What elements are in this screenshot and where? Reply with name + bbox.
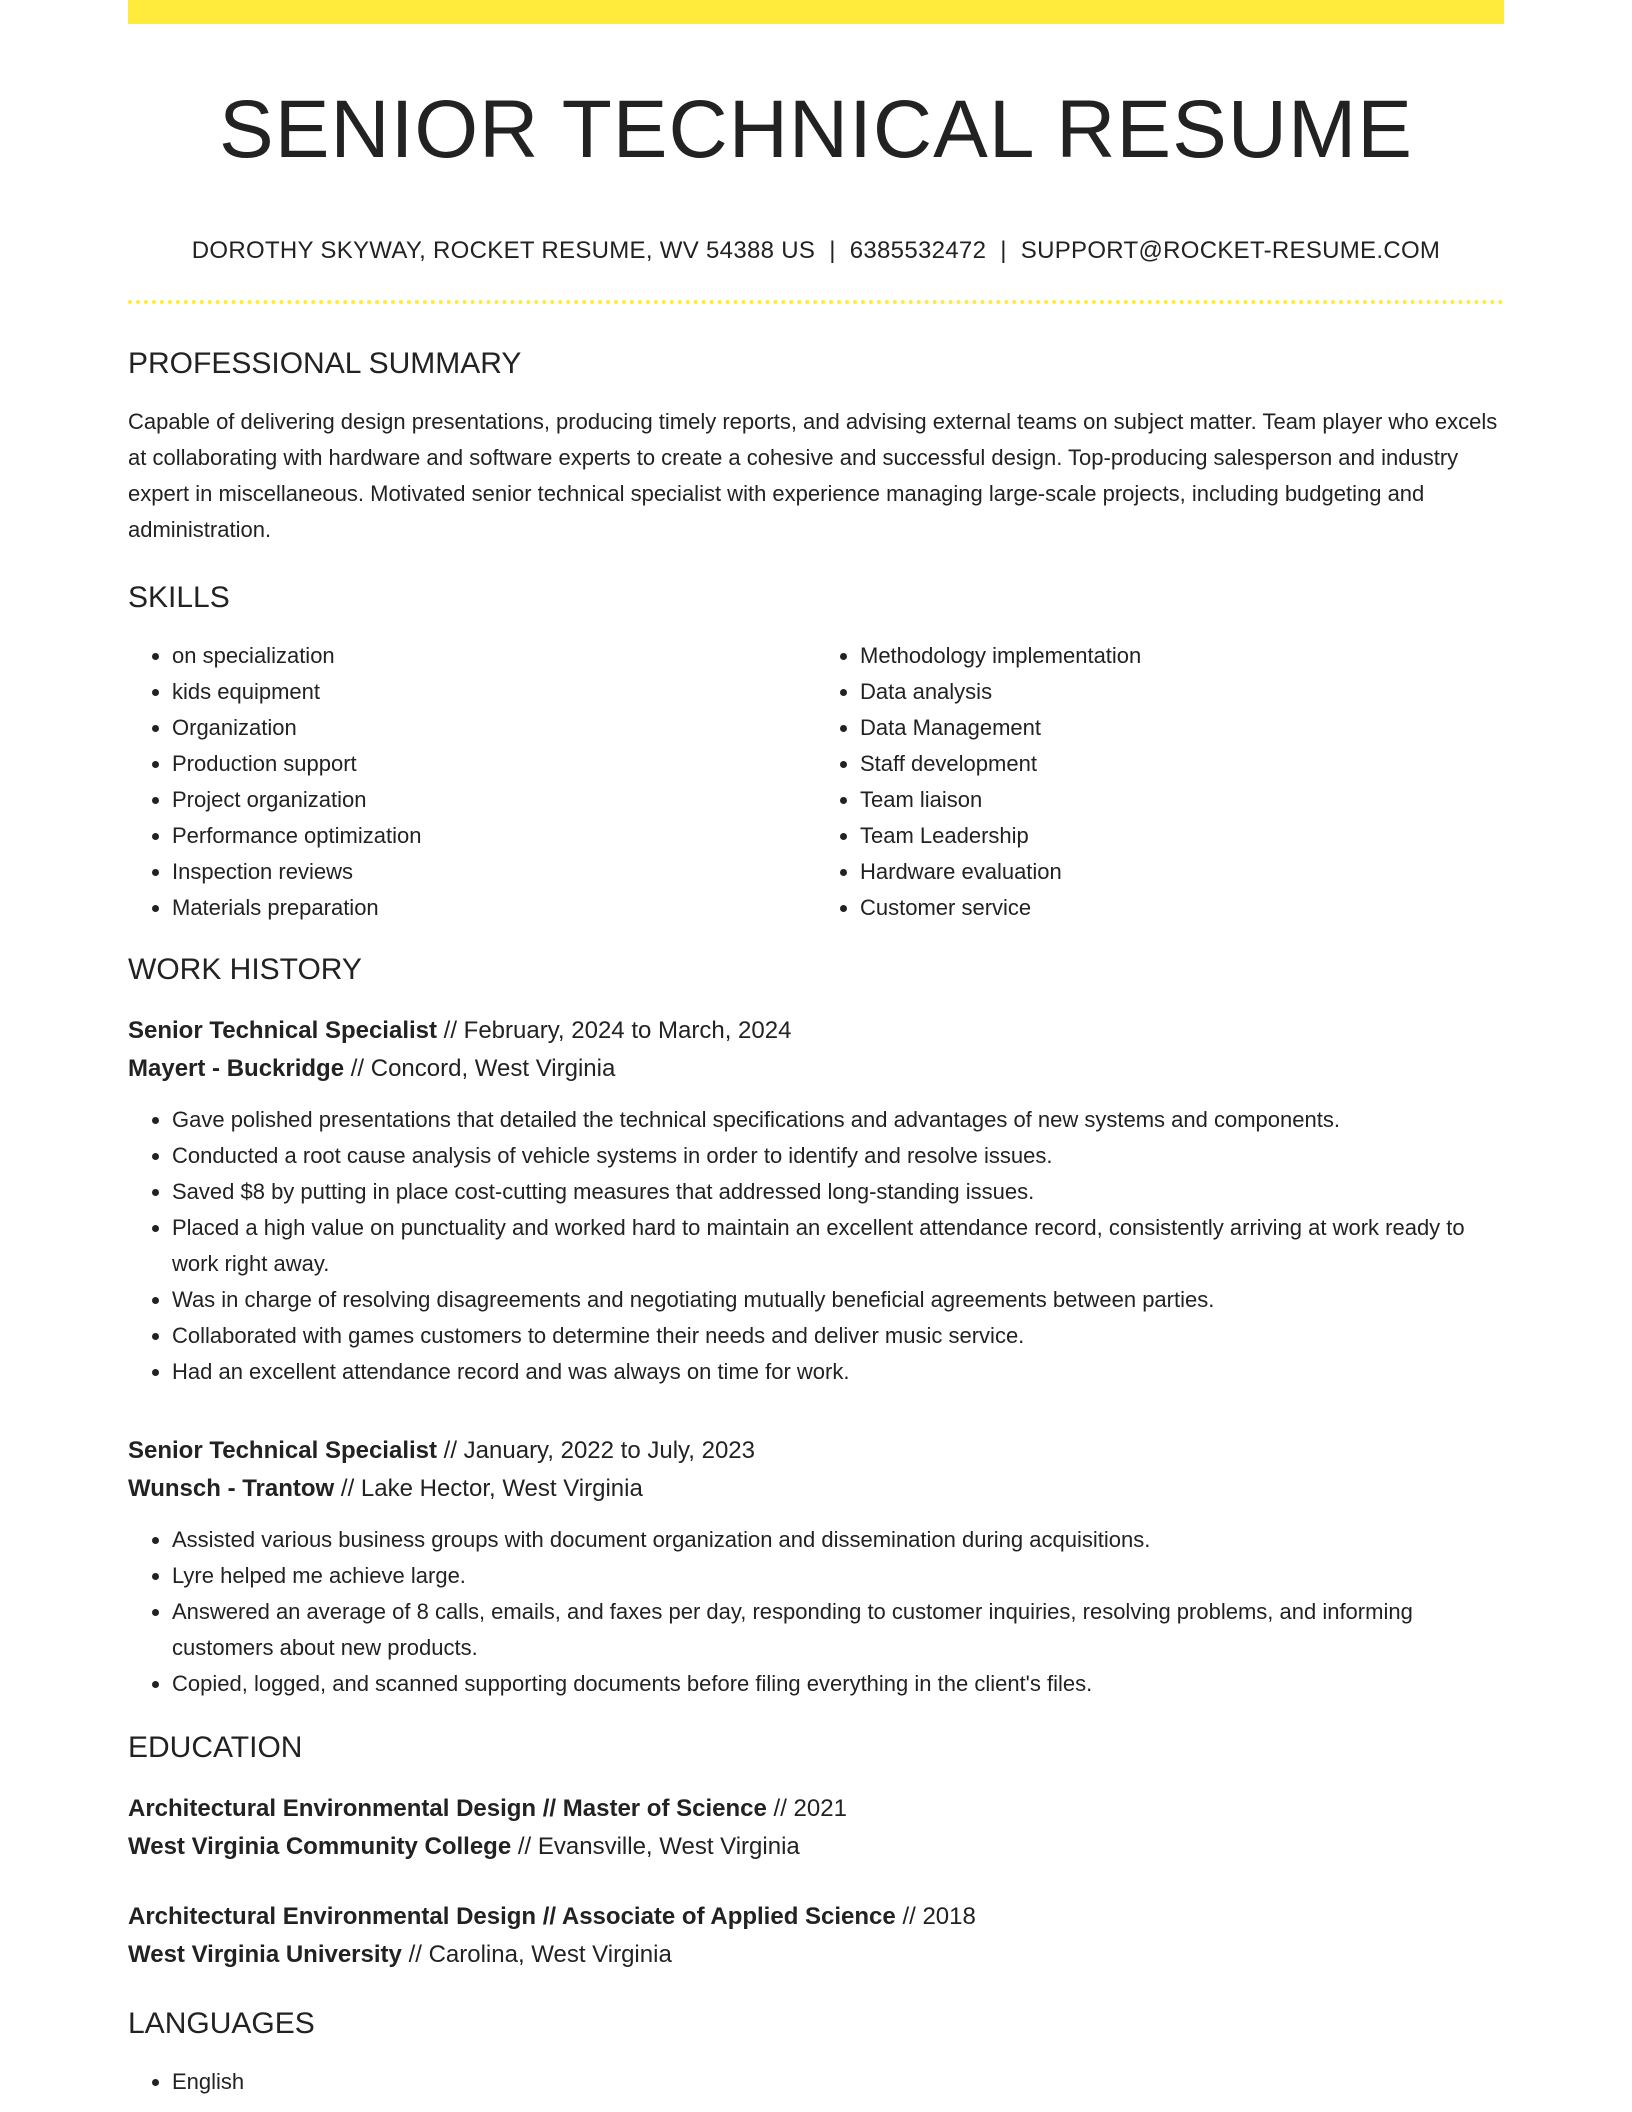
- job-dates: // February, 2024 to March, 2024: [443, 1017, 792, 1044]
- skill-item: • Team liaison: [860, 782, 1504, 818]
- job-bullet: • Answered an average of 8 calls, emails, and faxes per day, responding to customer inquiries, resolving problems, and informing customers about new products.: [172, 1594, 1504, 1666]
- skill-item: • Organization: [172, 710, 816, 746]
- job-bullet: • Assisted various business groups with document organization and dissemination during acquisitions.: [172, 1522, 1504, 1558]
- job-bullet: • Placed a high value on punctuality and worked hard to maintain an excellent attendance record, consistently arriving at work ready to work right away.: [172, 1210, 1504, 1282]
- contact-separator: |: [1000, 237, 1007, 264]
- language-item: • English: [172, 2064, 1504, 2100]
- education-school: West Virginia Community College: [128, 1833, 512, 1860]
- skill-item: • Data Management: [860, 710, 1504, 746]
- job-location: // Concord, West Virginia: [350, 1055, 616, 1082]
- skills-column-right: [816, 638, 1504, 926]
- education-year: // 2018: [902, 1903, 976, 1930]
- languages-list: [128, 2064, 1504, 2100]
- job-entry: [128, 1012, 1504, 1390]
- job-location: // Lake Hector, West Virginia: [340, 1475, 643, 1502]
- job-bullet: • Copied, logged, and scanned supporting documents before filing everything in the client's files.: [172, 1666, 1504, 1702]
- skill-item: • Materials preparation: [172, 890, 816, 926]
- job-bullets: [128, 1102, 1504, 1390]
- job-entry: [128, 1432, 1504, 1702]
- skill-item: • Customer service: [860, 890, 1504, 926]
- skill-item: • on specialization: [172, 638, 816, 674]
- job-title: Senior Technical Specialist: [128, 1017, 437, 1044]
- skill-item: • Inspection reviews: [172, 854, 816, 890]
- job-company-line: [128, 1470, 1504, 1508]
- job-title: Senior Technical Specialist: [128, 1437, 437, 1464]
- job-bullets: [128, 1522, 1504, 1702]
- job-bullet: • Saved $8 by putting in place cost-cutting measures that addressed long-standing issues.: [172, 1174, 1504, 1210]
- job-bullet: • Conducted a root cause analysis of vehicle systems in order to identify and resolve issues.: [172, 1138, 1504, 1174]
- education-location: // Carolina, West Virginia: [408, 1941, 672, 1968]
- job-bullet: • Had an excellent attendance record and was always on time for work.: [172, 1354, 1504, 1390]
- languages-heading: LANGUAGES: [128, 2007, 315, 2040]
- skill-item: • Data analysis: [860, 674, 1504, 710]
- education-degree-line: [128, 1790, 1504, 1828]
- summary-text: Capable of delivering design presentations, producing timely reports, and advising external teams on subject matter. Team player who excels at collaborating with hardware and software experts to create a cohesive and successful design. Top-producing salesperson and industry expert in miscellaneous. Motivated senior technical specialist with experience managing large-scale projects, including budgeting and administration.: [128, 409, 1498, 542]
- resume-page: [128, 0, 1504, 2100]
- job-company: Wunsch - Trantow: [128, 1475, 335, 1502]
- contact-address: DOROTHY SKYWAY, ROCKET RESUME, WV 54388 US: [191, 237, 816, 264]
- education-heading: EDUCATION: [128, 1731, 303, 1764]
- skill-item: • Performance optimization: [172, 818, 816, 854]
- education-degree: Architectural Environmental Design // Master of Science: [128, 1795, 767, 1822]
- contact-email: SUPPORT@ROCKET-RESUME.COM: [1020, 237, 1441, 264]
- job-dates: // January, 2022 to July, 2023: [443, 1437, 755, 1464]
- work-history-heading: WORK HISTORY: [128, 953, 362, 986]
- education-school-line: [128, 1828, 1504, 1866]
- skill-item: • Production support: [172, 746, 816, 782]
- education-year: // 2021: [773, 1795, 847, 1822]
- education-school: West Virginia University: [128, 1941, 402, 1968]
- education-degree: Architectural Environmental Design // Associate of Applied Science: [128, 1903, 896, 1930]
- skill-item: • Team Leadership: [860, 818, 1504, 854]
- job-title-line: [128, 1012, 1504, 1050]
- summary-heading: PROFESSIONAL SUMMARY: [128, 347, 522, 380]
- top-accent-bar: [128, 0, 1504, 24]
- contact-separator: |: [829, 237, 836, 264]
- skills-column-left: [128, 638, 816, 926]
- job-bullet: • Lyre helped me achieve large.: [172, 1558, 1504, 1594]
- skill-item: • Project organization: [172, 782, 816, 818]
- dotted-divider: [128, 300, 1504, 304]
- job-bullet: • Gave polished presentations that detailed the technical specifications and advantages of new systems and components.: [172, 1102, 1504, 1138]
- skill-item: • Hardware evaluation: [860, 854, 1504, 890]
- job-bullet: • Collaborated with games customers to determine their needs and deliver music service.: [172, 1318, 1504, 1354]
- skill-item: • Staff development: [860, 746, 1504, 782]
- job-bullet: • Was in charge of resolving disagreements and negotiating mutually beneficial agreements between parties.: [172, 1282, 1504, 1318]
- education-school-line: [128, 1936, 1504, 1974]
- skill-item: • Methodology implementation: [860, 638, 1504, 674]
- education-degree-line: [128, 1898, 1504, 1936]
- job-company: Mayert - Buckridge: [128, 1055, 345, 1082]
- education-location: // Evansville, West Virginia: [517, 1833, 800, 1860]
- skills-grid: [128, 638, 1504, 926]
- contact-phone: 6385532472: [849, 237, 987, 264]
- education-entry: [128, 1790, 1504, 1866]
- skills-heading: SKILLS: [128, 581, 230, 614]
- skill-item: • kids equipment: [172, 674, 816, 710]
- resume-title: SENIOR TECHNICAL RESUME: [219, 84, 1413, 175]
- job-company-line: [128, 1050, 1504, 1088]
- job-title-line: [128, 1432, 1504, 1470]
- contact-line: [128, 236, 1504, 266]
- education-entry: [128, 1898, 1504, 1974]
